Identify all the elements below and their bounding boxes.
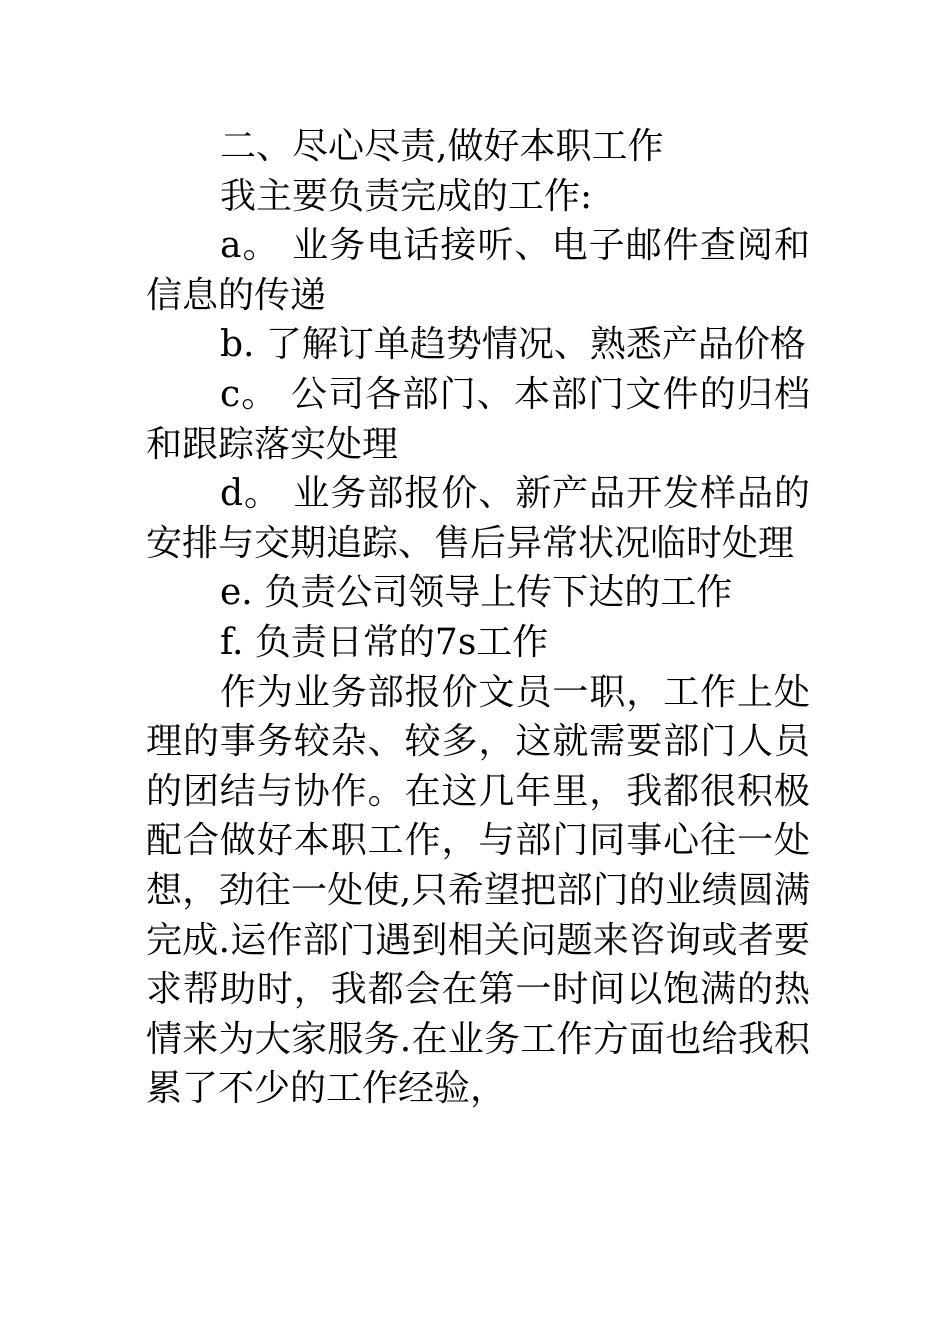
document-page xyxy=(146,122,810,1114)
section-heading: 二、尽心尽责,做好本职工作 xyxy=(220,126,664,167)
duty-item-c: c。 公司各部门、本部门文件的归档和跟踪落实处理 xyxy=(146,373,810,465)
body-paragraph: 作为业务部报价文员一职，工作上处理的事务较杂、较多，这就需要部门人员的团结与协作。在这几年里，我都很积极配合做好本职工作，与部门同事心往一处想，劲往一处使,只希望把部门的业绩圆满完成.运作部门遇到相关问题来咨询或者要求帮助时，我都会在第一时间以饱满的热情来为大家服务.在业务工作方面也给我积累了不少的工作经验， xyxy=(146,671,810,1110)
duty-item-a: a。 业务电话接听、电子邮件查阅和信息的传递 xyxy=(146,225,810,316)
duties-intro: 我主要负责完成的工作: xyxy=(220,175,593,217)
duty-item-f: f. 负责日常的7s工作 xyxy=(220,621,549,663)
duty-item-b: b. 了解订单趋势情况、熟悉产品价格 xyxy=(220,324,806,366)
duty-item-e: e. 负责公司领导上传下达的工作 xyxy=(220,572,733,614)
duty-item-d: d。 业务部报价、新产品开发样品的安排与交期追踪、售后异常状况临时处理 xyxy=(146,473,810,564)
